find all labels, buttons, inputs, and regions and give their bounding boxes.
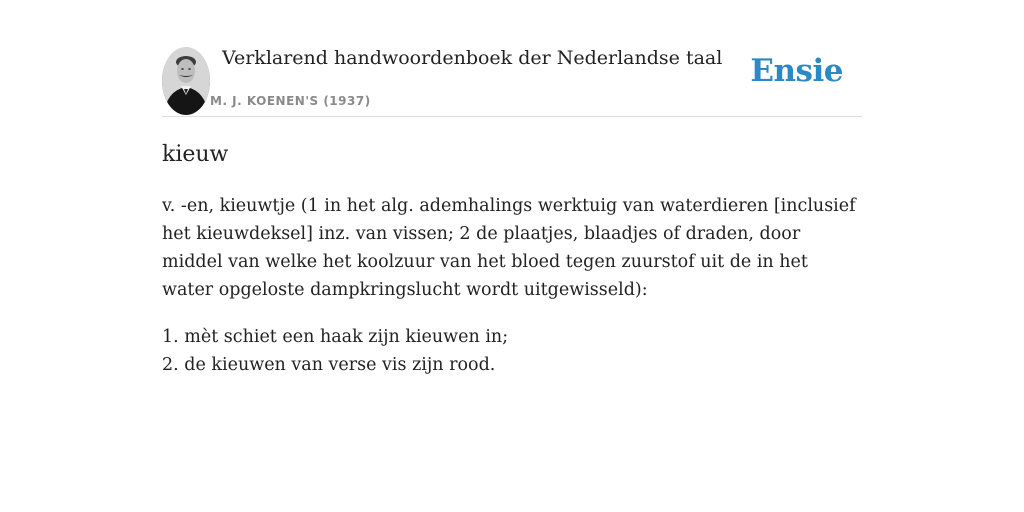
book-title: Verklarend handwoordenboek der Nederlandse taal [222,47,723,69]
page [162,0,862,512]
brand-logo-link[interactable]: Ensie [750,53,843,89]
entry-headword: kieuw [162,142,229,167]
portrait-image [162,47,210,115]
entry-definition: v. -en, kieuwtje (1 in het alg. ademhalings werktuig van waterdieren [inclusief het kieuwdeksel] inz. van vissen; 2 de plaatjes, blaadjes of draden, door middel van welke het koolzuur van het bloed tegen zuurstof uit de in het water opgeloste dampkringslucht wordt uitgewisseld): [162,196,856,300]
example-item: 2. de kieuwen van verse vis zijn rood. [162,355,496,375]
dictionary-header [162,46,862,117]
author-portrait [162,47,210,115]
example-item: 1. mèt schiet een haak zijn kieuwen in; [162,327,509,347]
example-list [162,323,862,379]
book-author: M. J. KOENEN'S (1937) [210,94,371,108]
